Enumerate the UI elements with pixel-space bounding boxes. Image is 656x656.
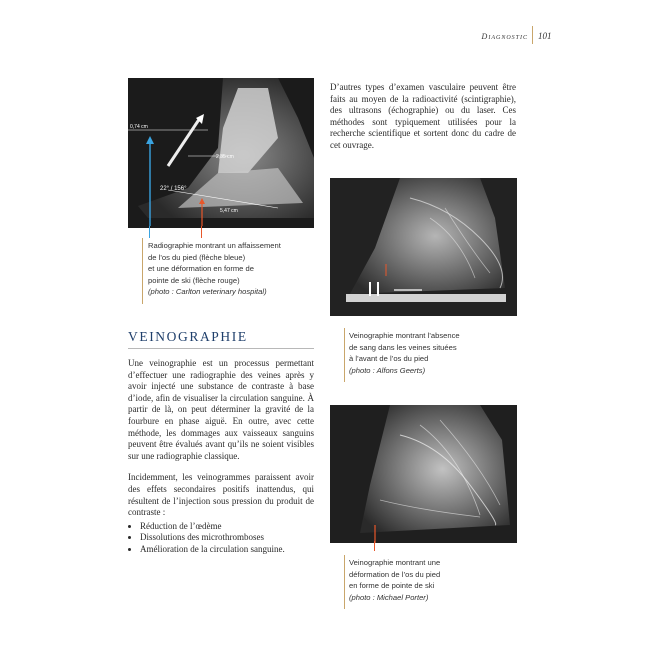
caption-line: pointe de ski (flèche rouge) (148, 275, 240, 285)
figure1-caption-rule (142, 238, 143, 304)
figure2-caption-rule (344, 328, 345, 382)
section-title: VEINOGRAPHIE (128, 329, 248, 344)
annotation-length: 2,35 cm (216, 154, 234, 160)
figure3-red-arrow-line (374, 541, 375, 551)
section-rule (128, 348, 314, 349)
page-number: 101 (538, 31, 552, 41)
photo-credit: (photo : Alfons Geerts) (349, 365, 426, 375)
caption-line: Veinographie montrant une (349, 558, 441, 567)
list-item: • Réduction de l’œdème (140, 521, 314, 533)
figure3-caption-rule (344, 555, 345, 609)
annotation-sole: 5,47 cm (220, 208, 238, 214)
figure2-veinography (330, 178, 517, 316)
running-header-section: Diagnostic (481, 32, 528, 41)
figure3-veinography (330, 405, 517, 543)
caption-line: et une déformation en forme de (148, 264, 254, 273)
benefit-list (128, 521, 314, 556)
paragraph: Incidemment, les veinogrammes paraissent avoir des effets secondaires positifs inattendus, qui résultent de l’injection sous pression du produit de contraste : (128, 472, 314, 518)
caption-line: Radiographie montrant un affaissement (148, 241, 281, 250)
header-divider (532, 26, 533, 44)
paragraph: Une veinographie est un processus permettant d’effectuer une radiographie des veines après y avoir injecté une substance de contraste à base d’iode, afin de visualiser la circulation sanguine. À partir de là, on peut déterminer la gravité de la fourbure en phase aiguë. En outre, avec cette méthode, les dommages aux vaisseaux sanguins peuvent être évalués avant qu’ils ne soient visibles sur une radiographie classique. (128, 358, 314, 461)
figure1-red-arrow-line (201, 226, 202, 238)
photo-credit: (photo : Michael Porter) (349, 592, 429, 602)
right-paragraph: D’autres types d’examen vasculaire peuvent être faits au moyen de la radioactivité (scintigraphie), des ultrasons (échographie) ou du laser. Ces méthodes sont typiquement utilisées pour la recherche scientifique et sortent donc du cadre de cet ouvrage. (330, 82, 516, 150)
annotation-thickness: 0,74 cm (130, 124, 148, 130)
annotation-angle: 22° / 156° (160, 186, 187, 192)
photo-credit: (photo : Carlton veterinary hospital) (148, 287, 267, 296)
caption-line: déformation de l’os du pied (349, 569, 441, 579)
figure1-blue-arrow-line (149, 226, 150, 238)
caption-line: de sang dans les veines situées (349, 342, 457, 352)
caption-line: de l’os du pied (flèche bleue) (148, 252, 246, 262)
caption-line: à l’avant de l’os du pied (349, 354, 429, 363)
caption-line: Veinographie montrant l’absence (349, 331, 460, 340)
figure2-caption (349, 330, 517, 376)
list-item: • Amélioration de la circulation sanguine. (140, 544, 314, 556)
list-item: • Dissolutions des microthromboses (140, 532, 314, 544)
figure1-radiograph (128, 78, 314, 228)
caption-line: en forme de pointe de ski (349, 581, 435, 590)
figure1-caption (148, 240, 318, 298)
section-body (128, 358, 314, 556)
figure3-caption (349, 557, 517, 603)
